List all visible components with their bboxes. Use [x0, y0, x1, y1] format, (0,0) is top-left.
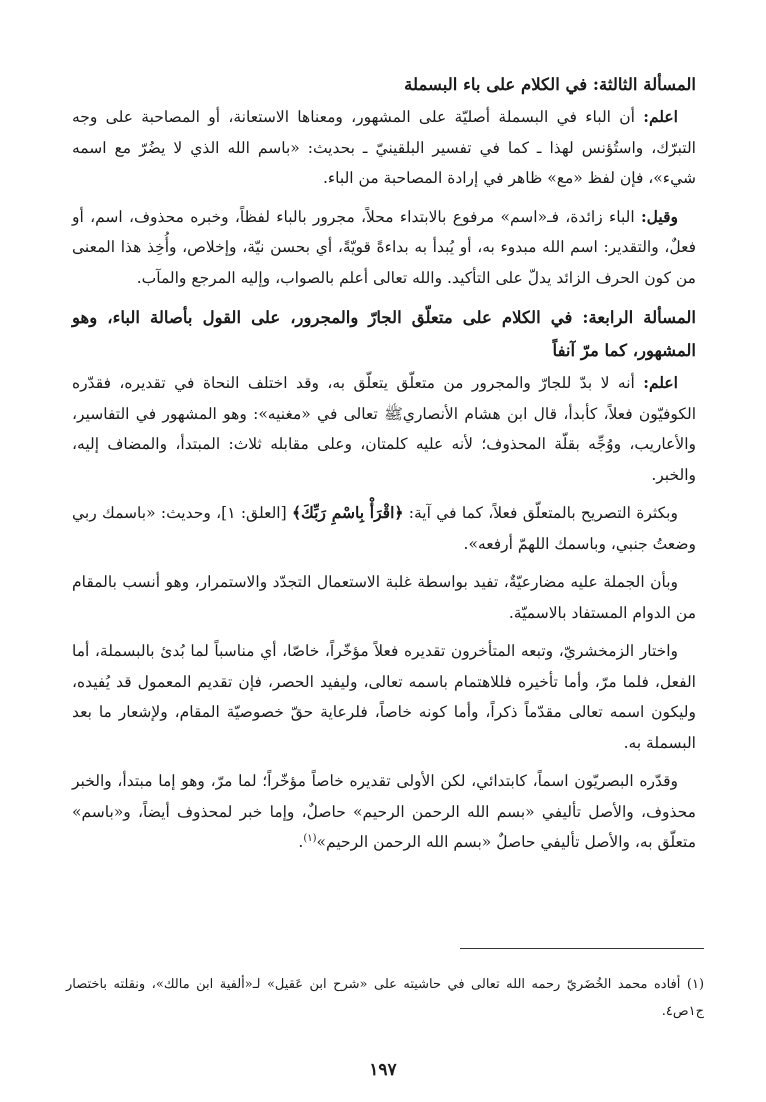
footnote: [66, 971, 704, 1025]
paragraph-end: .: [298, 833, 304, 851]
section-3-paragraph-1: [72, 102, 696, 194]
section-4-paragraph-3: [72, 567, 696, 628]
paragraph-text: وبأن الجملة عليه مضارعيّةٌ، تفيد بواسطة غلبة الاستعمال التجدّد والاستمرار، وهو أنسب بالمقام من الدوام المستفاد بالاسميّة.: [72, 573, 696, 622]
page-number: ١٩٧: [369, 1060, 397, 1080]
section-4-paragraph-4: [72, 636, 696, 758]
quran-verse: ﴿اقْرَأْ بِاسْمِ رَبِّكَ﴾: [291, 503, 404, 522]
paragraph-text: أنه لا بدّ للجارّ والمجرور من متعلّق يتعلّق به، وقد اختلف النحاة في تقديره، فقدّره الكوفيّون فعلاً، كأبدأ، قال ابن هشام الأنصاريﷺ تعالى في «مغنيه»: وهو المشهور في التفاسير، والأعاريب، ووُجِّه بقلّة المحذوف؛ لأنه عليه كلمتان، وعلى مقابله ثلاث: المبتدأ، والمضاف إليه، والخبر.: [72, 374, 696, 484]
footnote-divider: [460, 948, 704, 949]
section-3-heading: المسألة الثالثة: في الكلام على باء البسملة: [404, 75, 696, 94]
paragraph-text: وبكثرة التصريح بالمتعلّق فعلاً، كما في آية:: [403, 504, 678, 522]
section-3-paragraph-2: [72, 202, 696, 294]
paragraph-text: الباء زائدة، فـ«اسم» مرفوع بالابتداء محلاً، مجرور بالباء لفظاً، وخبره محذوف، اسم، أو فعلٌ، والتقدير: اسم الله مبدوء به، أو يُبدأ به بداءةً قويّةً، أي بحسن نيّة، وإخلاص، وأُخِذ هذا المعنى من كون الحرف الزائد يدلّ على التأكيد. والله تعالى أعلم بالصواب، وإليه المرجع والمآب.: [72, 207, 696, 287]
paragraph-text: أن الباء في البسملة أصليّة على المشهور، ومعناها الاستعانة، أو المصاحبة على وجه التبرّك، واستُؤنس لهذا ـ كما في تفسير البلقينيّ ـ بحديث: «باسم الله الذي لا يضُرّ مع اسمه شيء»، فإن لفظ «مع» ظاهر في إرادة المصاحبة من الباء.: [72, 108, 696, 187]
paragraph-text: واختار الزمخشريّ، وتبعه المتأخرون تقديره فعلاً مؤخّراً، خاصّا، أي مناسباً لما بُدئ بالبسملة، أما الفعل، فلما مرّ، وأما تأخيره فللاهتمام باسمه تعالى، وليفيد الحصر، فإن تقديم المعمول قد يُفيده، وليكون اسمه تعالى مقدّماً ذكراً، وأما كونه خاصاً، فلرعاية حقّ خصوصيّة المقام، ولإشعار ما بعد البسملة به.: [72, 642, 696, 752]
section-4-paragraph-2: [72, 498, 696, 559]
paragraph-text: [العلق: ١]، وحديث: «باسمك ربي وضعتُ جنبي، وباسمك اللهمّ أرفعه».: [72, 504, 696, 553]
footnote-text: أفاده محمد الخُضَريّ رحمه الله تعالى في حاشيته على «شرح ابن عَقيل» لـ«ألفية ابن مالك»، ونقلته باختصار ج١ص٤.: [66, 977, 704, 1019]
term-ilam: اعلم:: [643, 373, 678, 392]
section-4-paragraph-5: [72, 766, 696, 858]
section-4-heading: المسألة الرابعة: في الكلام على متعلّق الجارّ والمجرور، على القول بأصالة الباء، وهو المشهور، كما مرّ آنفاً: [72, 308, 696, 360]
section-4-paragraph-1: [72, 368, 696, 490]
term-qila: وقيل:: [640, 206, 678, 226]
term-ilam: اعلم:: [643, 107, 678, 126]
paragraph-text: وقدّره البصريّون اسماً، كابتدائي، لكن الأولى تقديره خاصاً مؤخّراً؛ لما مرّ، وهو إما مبتدأ، والخبر محذوف، والأصل تأليفي «بسم الله الرحمن الرحيم» حاصلٌ، وإما خبر لمحذوف أيضاً، و«باسم» متعلّق به، والأصل تأليفي حاصلٌ «بسم الله الرحمن الرحيم»: [72, 772, 696, 851]
footnote-reference: (١): [303, 832, 317, 844]
footnote-marker: (١): [686, 977, 705, 992]
